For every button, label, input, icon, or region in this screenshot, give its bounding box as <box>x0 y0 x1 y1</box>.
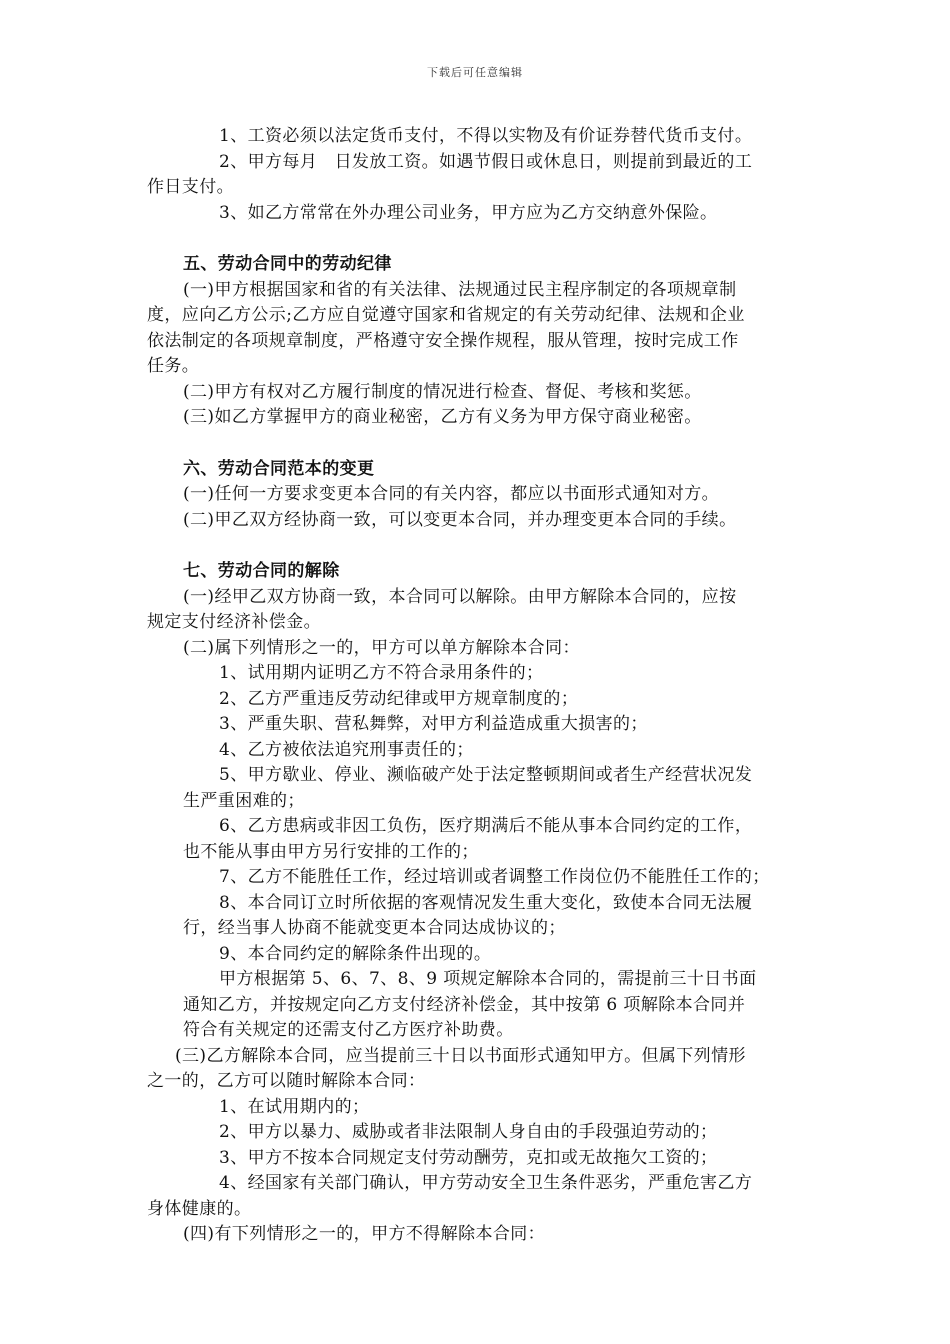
text-line: 9、本合同约定的解除条件出现的。 <box>219 943 492 964</box>
text-line: 2、乙方严重违反劳动纪律或甲方规章制度的； <box>219 688 579 709</box>
text-line: 甲方根据第 5、6、7、8、9 项规定解除本合同的，需提前三十日书面 <box>219 969 757 989</box>
text-line: 通知乙方，并按规定向乙方支付经济补偿金，其中按第 6 项解除本合同并 <box>183 994 746 1015</box>
text-line: 3、甲方不按本合同规定支付劳动酬劳，克扣或无故拖欠工资的； <box>219 1147 718 1168</box>
text-line: (三)乙方解除本合同，应当提前三十日以书面形式通知甲方。但属下列情形 <box>175 1045 746 1066</box>
text-line: (四)有下列情形之一的，甲方不得解除本合同： <box>183 1224 546 1244</box>
text-line: 作日支付。 <box>147 177 234 197</box>
paragraph-spacer <box>147 431 827 457</box>
section-heading: 七、劳动合同的解除 <box>183 561 340 581</box>
document-body <box>147 124 827 1248</box>
text-line: 依法制定的各项规章制度，严格遵守安全操作规程，服从管理，按时完成工作 <box>147 330 739 351</box>
text-line: 3、如乙方常常在外办理公司业务，甲方应为乙方交纳意外保险。 <box>219 202 718 223</box>
text-line: 符合有关规定的还需支付乙方医疗补助费。 <box>183 1020 514 1040</box>
text-line: (二)属下列情形之一的，甲方可以单方解除本合同： <box>183 637 580 658</box>
text-line: 也不能从事由甲方另行安排的工作的； <box>183 841 479 862</box>
section-heading: 五、劳动合同中的劳动纪律 <box>183 254 392 274</box>
paragraph-spacer <box>147 226 827 252</box>
text-line: 1、试用期内证明乙方不符合录用条件的； <box>219 663 544 683</box>
text-line: (二)甲方有权对乙方履行制度的情况进行检查、督促、考核和奖惩。 <box>183 381 702 402</box>
text-line: 之一的，乙方可以随时解除本合同： <box>147 1071 426 1091</box>
section-heading: 六、劳动合同范本的变更 <box>183 458 375 479</box>
text-line: 7、乙方不能胜任工作，经过培训或者调整工作岗位仍不能胜任工作的； <box>219 867 770 887</box>
text-line: (二)甲乙双方经协商一致，可以变更本合同，并办理变更本合同的手续。 <box>183 509 737 530</box>
text-line: (一)经甲乙双方协商一致，本合同可以解除。由甲方解除本合同的，应按 <box>183 586 737 607</box>
text-line: 行，经当事人协商不能就变更本合同达成协议的； <box>183 918 566 938</box>
text-line: 6、乙方患病或非因工负伤，医疗期满后不能从事本合同约定的工作， <box>219 816 753 836</box>
text-line: 2、甲方每月 日发放工资。如遇节假日或休息日，则提前到最近的工 <box>219 151 753 172</box>
text-line: 4、乙方被依法追究刑事责任的； <box>219 739 474 760</box>
text-line: (三)如乙方掌握甲方的商业秘密，乙方有义务为甲方保守商业秘密。 <box>183 407 702 427</box>
page-header: 下载后可任意编辑 <box>427 66 523 79</box>
text-line: 身体健康的。 <box>147 1198 252 1219</box>
text-line: 度，应向乙方公示;乙方应自觉遵守国家和省规定的有关劳动纪律、法规和企业 <box>147 305 745 325</box>
text-line: 4、经国家有关部门确认，甲方劳动安全卫生条件恶劣，严重危害乙方 <box>219 1173 753 1193</box>
text-line: (一)甲方根据国家和省的有关法律、法规通过民主程序制定的各项规章制 <box>183 279 737 300</box>
text-line: 任务。 <box>147 356 200 376</box>
text-line: (一)任何一方要求变更本合同的有关内容，都应以书面形式通知对方。 <box>183 484 720 504</box>
text-line: 1、在试用期内的； <box>219 1096 370 1117</box>
text-line: 5、甲方歇业、停业、濒临破产处于法定整顿期间或者生产经营状况发 <box>219 765 753 785</box>
text-line: 3、严重失职、营私舞弊，对甲方利益造成重大损害的； <box>219 714 648 734</box>
text-line: 规定支付经济补偿金。 <box>147 612 321 632</box>
paragraph-spacer <box>147 533 827 559</box>
text-line: 生严重困难的； <box>183 790 305 811</box>
text-line: 8、本合同订立时所依据的客观情况发生重大变化，致使本合同无法履 <box>219 892 753 913</box>
text-line: 2、甲方以暴力、威胁或者非法限制人身自由的手段强迫劳动的； <box>219 1122 718 1142</box>
text-line: 1、工资必须以法定货币支付，不得以实物及有价证券替代货币支付。 <box>219 126 753 146</box>
